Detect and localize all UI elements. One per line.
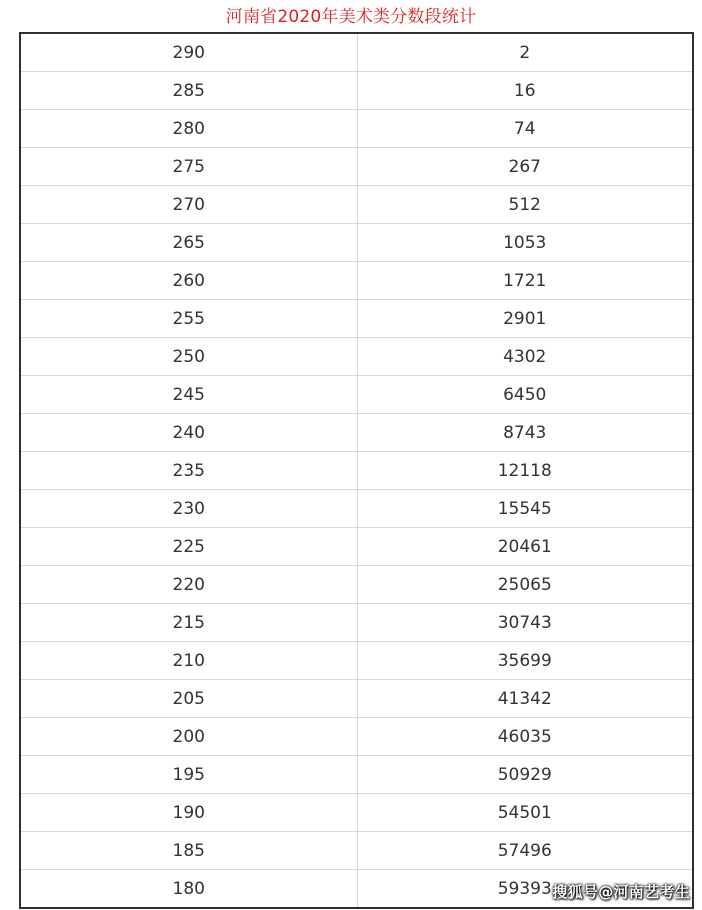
score-cell: 275 [21,148,357,186]
table-row [21,376,692,414]
count-cell: 1053 [357,224,692,262]
table-row [21,34,692,72]
count-cell: 50929 [357,756,692,794]
table-row [21,832,692,870]
score-table [21,34,692,907]
score-cell: 290 [21,34,357,72]
score-cell: 230 [21,490,357,528]
score-cell: 210 [21,642,357,680]
table-row [21,528,692,566]
score-cell: 200 [21,718,357,756]
table-row [21,300,692,338]
table-row [21,490,692,528]
watermark: 搜狐号@河南艺考生 [552,883,690,901]
count-cell: 59393 [497,878,552,899]
count-cell: 512 [357,186,692,224]
count-cell: 2901 [357,300,692,338]
table-row [21,756,692,794]
table-row [21,224,692,262]
page-title: 河南省2020年美术类分数段统计 [225,7,477,27]
count-cell: 12118 [357,452,692,490]
score-cell: 265 [21,224,357,262]
table-row [21,148,692,186]
score-cell: 285 [21,72,357,110]
score-cell: 205 [21,680,357,718]
count-cell: 46035 [357,718,692,756]
count-cell: 6450 [357,376,692,414]
count-cell: 35699 [357,642,692,680]
score-cell: 190 [21,794,357,832]
score-cell: 225 [21,528,357,566]
score-cell: 240 [21,414,357,452]
table-row [21,452,692,490]
table-row [21,72,692,110]
score-cell: 280 [21,110,357,148]
table-row [21,794,692,832]
score-distribution-table [19,32,694,909]
score-cell: 195 [21,756,357,794]
table-row [21,718,692,756]
table-row [21,680,692,718]
count-cell: 15545 [357,490,692,528]
score-cell: 270 [21,186,357,224]
count-cell: 57496 [357,832,692,870]
count-cell: 8743 [357,414,692,452]
table-row [21,338,692,376]
table-row [21,186,692,224]
count-cell: 2 [357,34,692,72]
count-cell: 41342 [357,680,692,718]
count-cell: 30743 [357,604,692,642]
score-cell: 255 [21,300,357,338]
count-cell: 1721 [357,262,692,300]
table-body [21,34,692,907]
count-cell: 54501 [357,794,692,832]
table-row [21,642,692,680]
count-cell: 74 [357,110,692,148]
score-cell: 235 [21,452,357,490]
score-cell: 260 [21,262,357,300]
count-cell: 16 [357,72,692,110]
table-row [21,110,692,148]
score-cell: 185 [21,832,357,870]
count-cell: 25065 [357,566,692,604]
table-row [21,566,692,604]
table-row [21,604,692,642]
score-cell: 245 [21,376,357,414]
score-cell: 215 [21,604,357,642]
score-cell: 250 [21,338,357,376]
score-cell: 180 [21,870,357,908]
count-cell: 267 [357,148,692,186]
table-row [21,262,692,300]
count-cell: 4302 [357,338,692,376]
table-row [21,414,692,452]
count-cell: 20461 [357,528,692,566]
score-cell: 220 [21,566,357,604]
